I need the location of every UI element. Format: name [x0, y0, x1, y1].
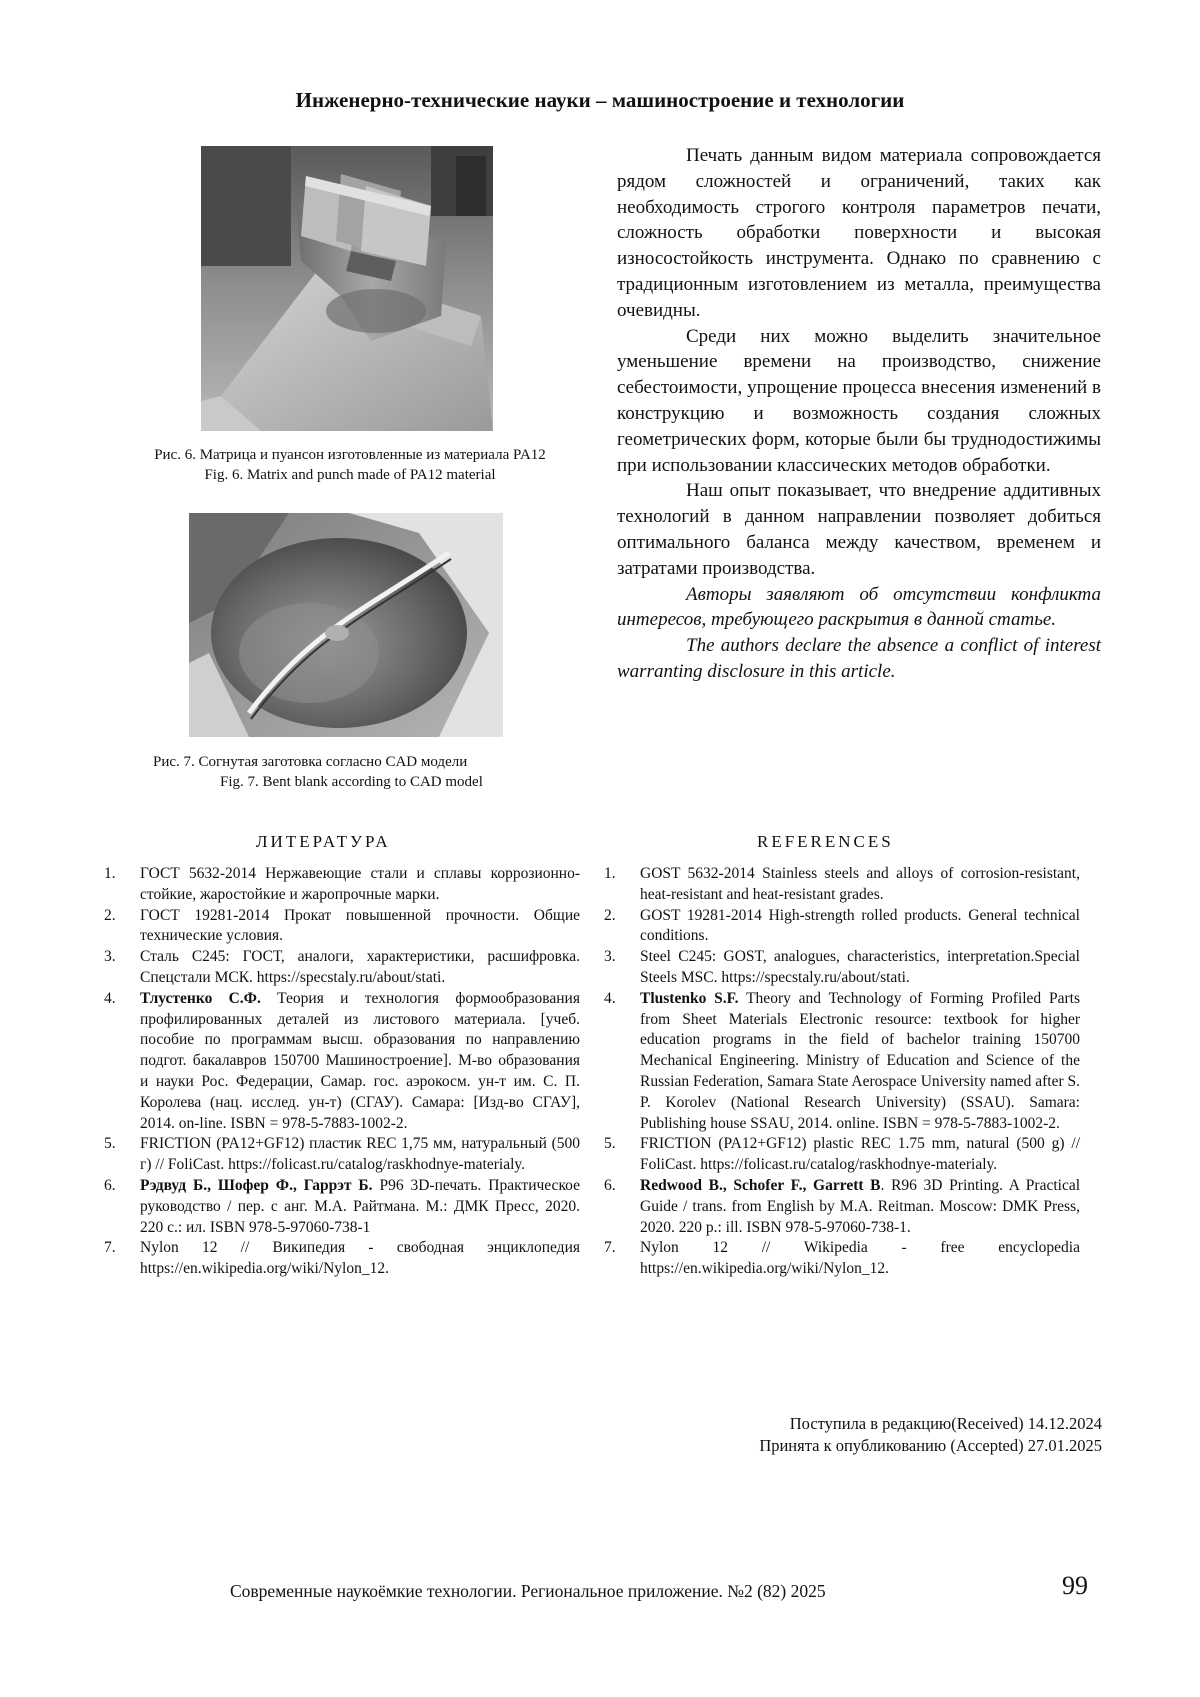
reference-item: 2. GOST 19281-2014 High-strength rolled products. General technical conditions.	[604, 906, 1080, 945]
figure-6-caption	[100, 445, 600, 485]
reference-item: 7. Nylon 12 // Википедия - свободная энциклопедия https://en.wikipedia.org/wiki/Nylon_12.	[104, 1239, 580, 1278]
reference-item: 7. Nylon 12 // Wikipedia - free encyclopedia https://en.wikipedia.org/wiki/Nylon_12.	[604, 1239, 1080, 1278]
accepted-date: Принята к опубликованию (Accepted) 27.01.2025	[759, 1436, 1102, 1455]
reference-item: 1. GOST 5632-2014 Stainless steels and alloys of corrosion-resistant, heat-resistant and heat-resistant grades.	[604, 865, 1080, 903]
article-dates	[759, 1413, 1102, 1457]
figure-6-caption-ru: Рис. 6. Матрица и пуансон изготовленные из материала PA12	[154, 447, 546, 463]
paragraph-2: Среди них можно выделить значительное уменьшение времени на производство, снижение себестоимости, упрощение процесса внесения изменений в конструкцию и возможность создания сложных геометрических форм, которые были бы труднодостижимы при использовании классических методов обработки.	[617, 325, 1101, 476]
references-list-en	[604, 864, 1080, 1280]
reference-item: 4. Tlustenko S.F. Theory and Technology of Forming Profiled Parts from Sheet Materials Electronic resource: textbook for higher education programs in the field of bachelor training 150700 Mechanical Engineering. Ministry of Education and Science of the Russian Federation, Samara State Aerospace University named after S. P. Korolev (National Research University) (SSAU). Samara: Publishing house SSAU, 2014. online. ISBN = 978-5-7883-1002-2.	[604, 989, 1080, 1132]
paragraph-3: Наш опыт показывает, что внедрение аддитивных технологий в данном направлении позволяет добиться оптимального баланса между качеством, временем и затратами производства.	[617, 480, 1101, 579]
conflict-statement-en: The authors declare the absence a conflict of interest warranting disclosure in this article.	[617, 635, 1101, 682]
reference-item: 3. Сталь С245: ГОСТ, аналоги, характеристики, расшифровка. Спецстали МСК. https://specstaly.ru/about/stati.	[104, 948, 580, 986]
figure-7-caption-en: Fig. 7. Bent blank according to CAD model	[220, 774, 483, 790]
references-heading-ru: ЛИТЕРАТУРА	[256, 832, 391, 851]
reference-item: 4. Тлустенко С.Ф. Теория и технология формообразования профилированных деталей из листового материала. [учеб. пособие по программам высш. образования по направлению подгот. бакалавров 150700 Машиностроение]. М-во образования и науки Рос. Федерации, Самар. гос. аэрокосм. ун-т им. С. П. Королева (нац. исслед. ун-т) (СГАУ). Самара: [Изд-во СГАУ], 2014. on-line. ISBN = 978-5-7883-1002-2.	[104, 989, 580, 1132]
reference-item: 2. ГОСТ 19281-2014 Прокат повышенной прочности. Общие технические условия.	[104, 906, 580, 945]
figure-7-caption-ru: Рис. 7. Согнутая заготовка согласно CAD модели	[153, 754, 468, 770]
reference-item: 6. Redwood B., Schofer F., Garrett B. R96 3D Printing. A Practical Guide / trans. from English by M.A. Reitman. Moscow: DMK Press, 2020. 220 p.: ill. ISBN 978-5-97060-738-1.	[604, 1176, 1081, 1236]
page-number: 99	[1062, 1571, 1088, 1600]
journal-footer: Современные наукоёмкие технологии. Региональное приложение. №2 (82) 2025	[230, 1581, 826, 1601]
references-heading-en: REFERENCES	[757, 832, 894, 851]
running-header: Инженерно-технические науки – машиностроение и технологии	[295, 88, 905, 112]
conflict-statement-ru: Авторы заявляют об отсутствии конфликта интересов, требующего раскрытия в данной статье.	[617, 583, 1101, 631]
reference-item: 5. FRICTION (PA12+GF12) plastic REC 1.75 mm, natural (500 g) // FoliCast. https://folicast.ru/catalog/raskhodnye-materialy.	[604, 1135, 1080, 1174]
references-list-ru	[104, 864, 580, 1280]
paragraph-1: Печать данным видом материала сопровождается рядом сложностей и ограничений, таких как необходимость строгого контроля параметров печати, сложность обработки поверхности и высокая износостойкость инструмента. Однако по сравнению с традиционным изготовлением из металла, преимущества очевидны.	[617, 145, 1101, 321]
reference-item: 3. Steel C245: GOST, analogues, characteristics, interpretation.Special Steels MSC. https://specstaly.ru/about/stati.	[604, 948, 1080, 986]
reference-item: 5. FRICTION (PA12+GF12) пластик REC 1,75 мм, натуральный (500 г) // FoliCast. https://folicast.ru/catalog/raskhodnye-materialy.	[104, 1135, 580, 1174]
body-text	[617, 143, 1101, 685]
figure-6-caption-en: Fig. 6. Matrix and punch made of PA12 material	[204, 467, 496, 483]
reference-item: 6. Рэдвуд Б., Шофер Ф., Гаррэт Б. Р96 3D-печать. Практическое руководство / пер. с анг. М.А. Райтмана. М.: ДМК Пресс, 2020. 220 с.: ил. ISBN 978-5-97060-738-1	[104, 1176, 581, 1236]
reference-item: 1. ГОСТ 5632-2014 Нержавеющие стали и сплавы коррозионно-стойкие, жаростойкие и жаропрочные марки.	[104, 865, 580, 903]
figure-7-image	[189, 513, 503, 737]
received-date: Поступила в редакцию(Received) 14.12.2024	[789, 1414, 1102, 1433]
figure-7-caption	[100, 752, 600, 792]
figure-6-image	[201, 146, 493, 431]
